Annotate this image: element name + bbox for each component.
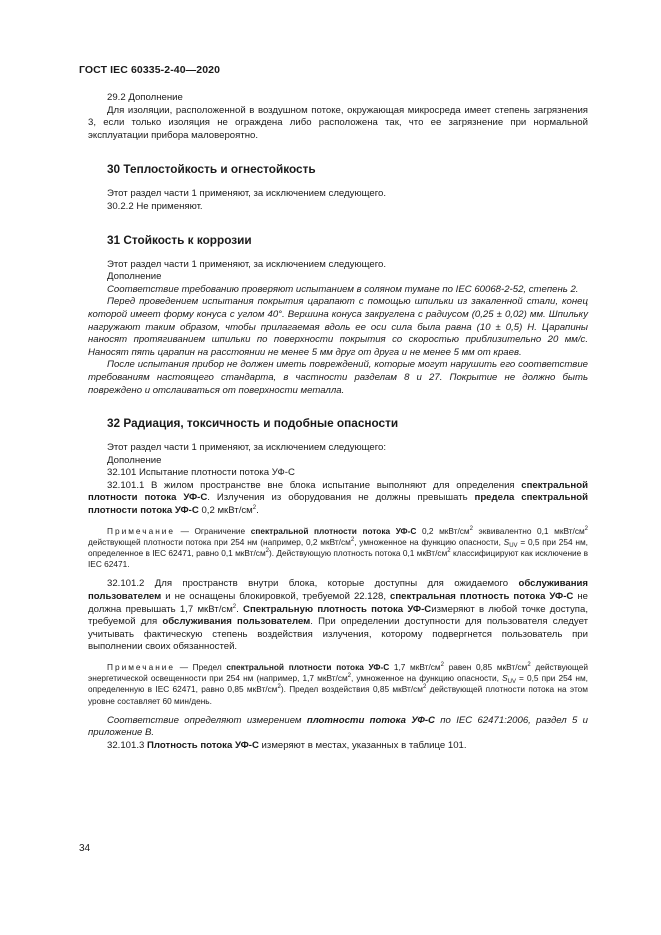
paragraph: Этот раздел части 1 применяют, за исключением следующего.: [107, 258, 387, 270]
paragraph: Этот раздел части 1 применяют, за исключением следующего.: [107, 188, 387, 200]
paragraph-29-2: Для изоляции, расположенной в воздушном потоке, окружающая микросреда имеет степень загрязнения 3, если только изоляция не ограждена либо расположена так, что ее загрязнение при нормальной эксплуатации прибора маловероятно.: [88, 104, 588, 141]
section-32-heading: 32 Радиация, токсичность и подобные опасности: [107, 416, 399, 431]
compliance-text: Соответствие определяют измерением плотности потока УФ-С по IEC 62471:2006, раздел 5 и приложение В.: [88, 714, 588, 739]
subclause-32-101: 32.101 Испытание плотности потока УФ-С: [107, 467, 295, 479]
section-31-heading: 31 Стойкость к коррозии: [107, 232, 252, 247]
paragraph: Дополнение: [107, 454, 162, 466]
paragraph: Этот раздел части 1 применяют, за исключением следующего:: [107, 442, 387, 454]
subclause-32-101-2: 32.101.2 Для пространств внутри блока, которые доступны для ожидаемого обслуживания пользователем и не оснащены блокировкой, требуемой 22.128, спектральная плотность потока УФ-С не должна превышать 1,7 мкВт/$см^2$. Спектральную плотность потока УФ-Сизмеряют в любой точке доступа, требуемой для обслуживания пользователем. При определении доступности для пользователя следует учитывать фактическую степень воздействия излучения, которому подвергнется пользователь при выполнении своих обязанностей.: [88, 578, 589, 653]
section-30-heading: 30 Теплостойкость и огнестойкость: [107, 162, 316, 177]
document-header: ГОСТ IEC 60335-2-40—2020: [79, 64, 221, 76]
compliance-text: Соответствие требованию проверяют испытанием в соляном тумане по IEC 60068-2-52, степень 2.: [107, 283, 579, 295]
subclause-32-101-1: 32.101.1 В жилом пространстве вне блока испытание выполняют для определения спектральной плотности потока УФ-С. Излучения из оборудования не должны превышать предела спектральной плотности потока УФ-С 0,2 мкВт/$см^2$.: [88, 479, 589, 517]
page-number: 34: [79, 843, 91, 854]
test-result-text: После испытания прибор не должен иметь повреждений, которые могут нарушить его соответствие требованиям настоящего стандарта, в частности разделам 8 и 27. Покрытие не должно быть повреждено и отслаиваться от поверхности металла.: [88, 359, 588, 396]
subclause-29-2: 29.2 Дополнение: [107, 92, 183, 103]
paragraph: 30.2.2 Не применяют.: [107, 200, 203, 212]
note-1: Примечание — Ограничение спектральной плотности потока УФ-С 0,2 мкВт/$см^2$ эквивалентно 0,1 мкВт/$см^2$ действующей плотности потока при 254 нм (например, 0,2 мкВт/$см^2$, умноженное на функцию опасности, $S_{UV} = 0,5$ при 254 нм, определенное в IEC 62471, равно 0,1 мкВт/$см^2$). Действующую плотность потока 0,1 мкВт/$см^2$ классифицируют как исключение в IEC 62471.: [88, 525, 589, 570]
page-content: [88, 92, 588, 753]
test-procedure-text: Перед проведением испытания покрытия царапают с помощью шпильки из закаленной стали, конец которой имеет форму конуса с углом 40°. Вершина конуса закруглена с радиусом (0,25 ± 0,02) мм. Шпильку нагружают таким образом, чтобы прилагаемая вдоль ее оси сила была равна (10 ± 0,5) Н. Царапины наносят протягиванием шпильки по поверхности покрытия со скоростью приблизительно 20 мм/с. Наносят пять царапин на расстоянии не менее 5 мм друг от друга и не менее 5 мм от краев.: [88, 296, 588, 358]
paragraph: Дополнение: [107, 271, 162, 283]
note-2: Примечание — Предел спектральной плотности потока УФ-С 1,7 мкВт/$см^2$ равен 0,85 мкВт/$см^2$ действующей энергетической освещенности при 254 нм (например, 1,7 мкВт/$см^2$, умноженное на функцию опасности, $S_{UV} = 0,5$ при 254 нм, определенную в IEC 62471, равно 0,85 мкВт/$см^2$). Предел воздействия 0,85 мкВт/$см^2$ действующей плотности потока на этом уровне составляет 60 мин/день.: [88, 662, 588, 706]
subclause-32-101-3: 32.101.3 Плотность потока УФ-С измеряют в местах, указанных в таблице 101.: [107, 740, 467, 752]
